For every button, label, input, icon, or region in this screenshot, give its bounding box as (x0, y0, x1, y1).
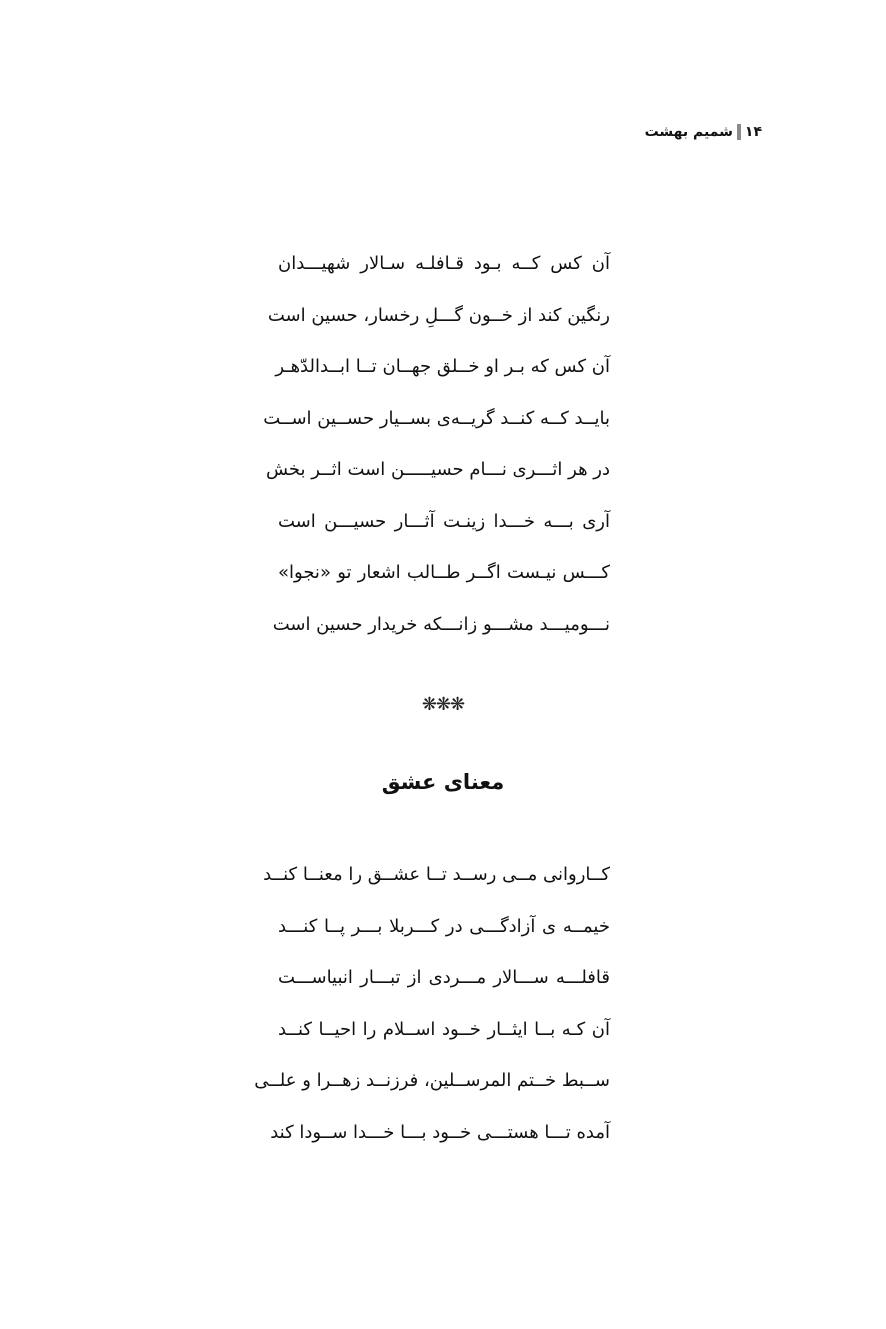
poem-line: خیمــه ی آزادگـــی در کـــربلا بـــر پــا کنـــد (278, 915, 610, 937)
section-title: معنای عشق (381, 770, 505, 794)
section-separator-asterisks: ❋❋❋ (421, 694, 465, 715)
page-number: ۱۴ (744, 124, 762, 140)
poem-line: آری بـــه خـــدا زینـت آثـــار حسیـــن است (278, 510, 610, 532)
poem-line: آن کـه بــا ایثــار خــود اســلام را احیــا کنــد (278, 1018, 610, 1040)
poem-line: رنگین کند از خــون گـــلِ رخسار، حسین است (267, 304, 610, 326)
poem-line: کـــس نیـست اگــر طــالب اشعار تو «نجوا» (278, 562, 610, 583)
poem-line: ســبط خــتم المرســلین، فرزنــد زهــرا و علــی (254, 1070, 610, 1091)
poem-line: نـــومیـــد مشـــو زانـــکه خریدار حسین است (272, 613, 610, 635)
running-header (645, 124, 762, 140)
book-title: شمیم بهشت (644, 124, 733, 140)
header-separator-bar (737, 124, 741, 140)
poem-second (254, 859, 610, 1168)
poem-line: آن کس که بـر او خــلق جهــان تــا ابــدالدّهـر (275, 356, 610, 377)
poem-line: بایــد کــه کنــد گریــه‌ی بســیار حســین اســت (263, 407, 610, 429)
poem-line: قافلـــه ســـالار مـــردی از تبـــار انبیاســـت (278, 967, 610, 988)
poem-line: در هر اثـــری نـــام حسیـــــن است اثــر بخش (265, 459, 610, 480)
poem-line: کــاروانی مــی رســد تــا عشــق را معنــا کنــد (263, 864, 610, 885)
poem-line: آن کس کــه بـود قـافلـه سـالار شهیـــدان (278, 253, 610, 274)
poem-first (263, 248, 610, 660)
poem-line: آمده تـــا هستـــی خــود بـــا خـــدا ســودا کند (270, 1121, 610, 1143)
